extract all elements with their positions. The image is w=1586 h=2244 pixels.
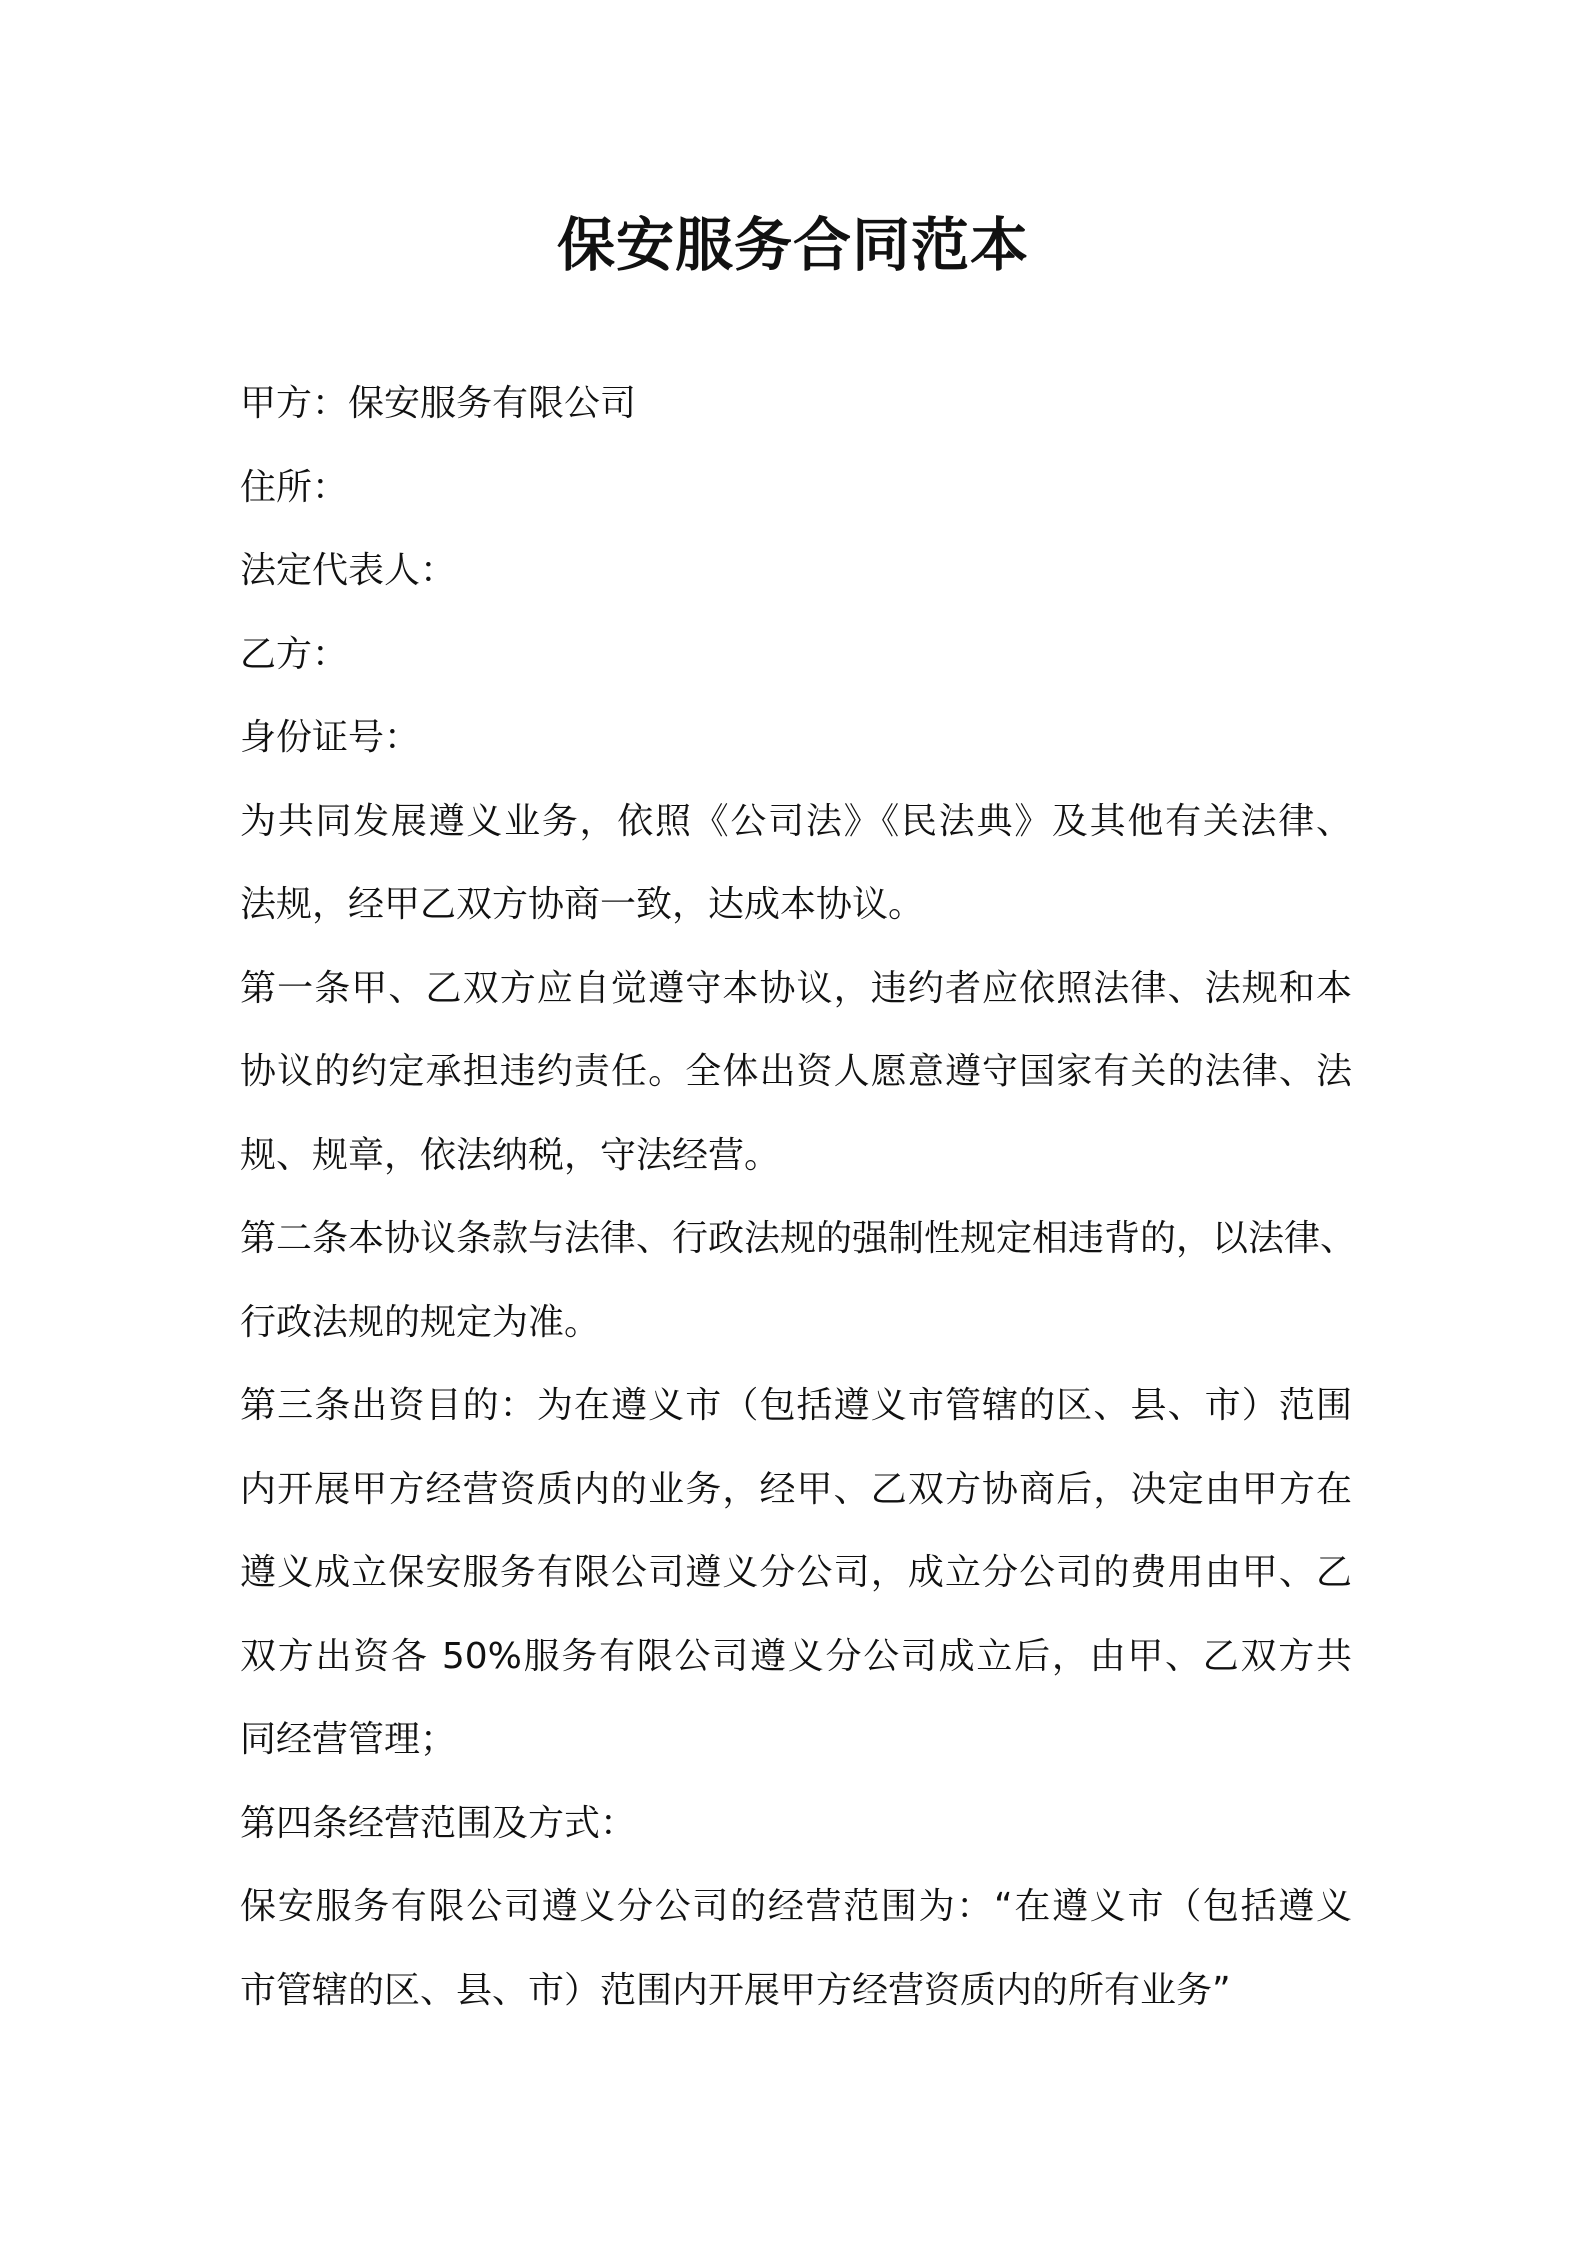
text-line: 协议的约定承担违约责任。全体出资人愿意遵守国家有关的法律、法 [240, 1051, 1352, 1092]
text-line: 保安服务有限公司遵义分公司的经营范围为：“在遵义市（包括遵义 [240, 1886, 1352, 1927]
text-line: 住所： [240, 466, 349, 508]
text-line: 同经营管理； [240, 1719, 457, 1760]
text-line: 双方出资各 50%服务有限公司遵义分公司成立后，由甲、乙双方共 [240, 1635, 1352, 1677]
text-line: 遵义成立保安服务有限公司遵义分公司，成立分公司的费用由甲、乙 [240, 1552, 1352, 1593]
text-line: 第三条出资目的：为在遵义市（包括遵义市管辖的区、县、市）范围 [240, 1385, 1352, 1426]
text-line: 内开展甲方经营资质内的业务，经甲、乙双方协商后，决定由甲方在 [240, 1468, 1352, 1510]
text-line: 法定代表人： [240, 550, 457, 591]
text-line: 为共同发展遵义业务，依照《公司法》《民法典》及其他有关法律、 [240, 800, 1352, 842]
text-line: 法规，经甲乙双方协商一致，达成本协议。 [240, 884, 925, 925]
text-line: 市管辖的区、县、市）范围内开展甲方经营资质内的所有业务” [240, 1969, 1231, 2011]
text-line: 第一条甲、乙双方应自觉遵守本协议，违约者应依照法律、法规和本 [240, 967, 1352, 1009]
text-line: 规、规章，依法纳税，守法经营。 [240, 1134, 781, 1176]
text-line: 第四条经营范围及方式： [240, 1802, 637, 1844]
text-line: 行政法规的规定为准。 [240, 1301, 601, 1343]
document-title: 保安服务合同范本 [556, 211, 1029, 279]
text-line: 甲方：保安服务有限公司 [240, 383, 637, 424]
text-line: 身份证号： [240, 717, 421, 758]
document-body [240, 362, 1357, 2032]
text-line: 乙方： [240, 633, 349, 675]
text-line: 第二条本协议条款与法律、行政法规的强制性规定相违背的，以法律、 [240, 1218, 1357, 1259]
